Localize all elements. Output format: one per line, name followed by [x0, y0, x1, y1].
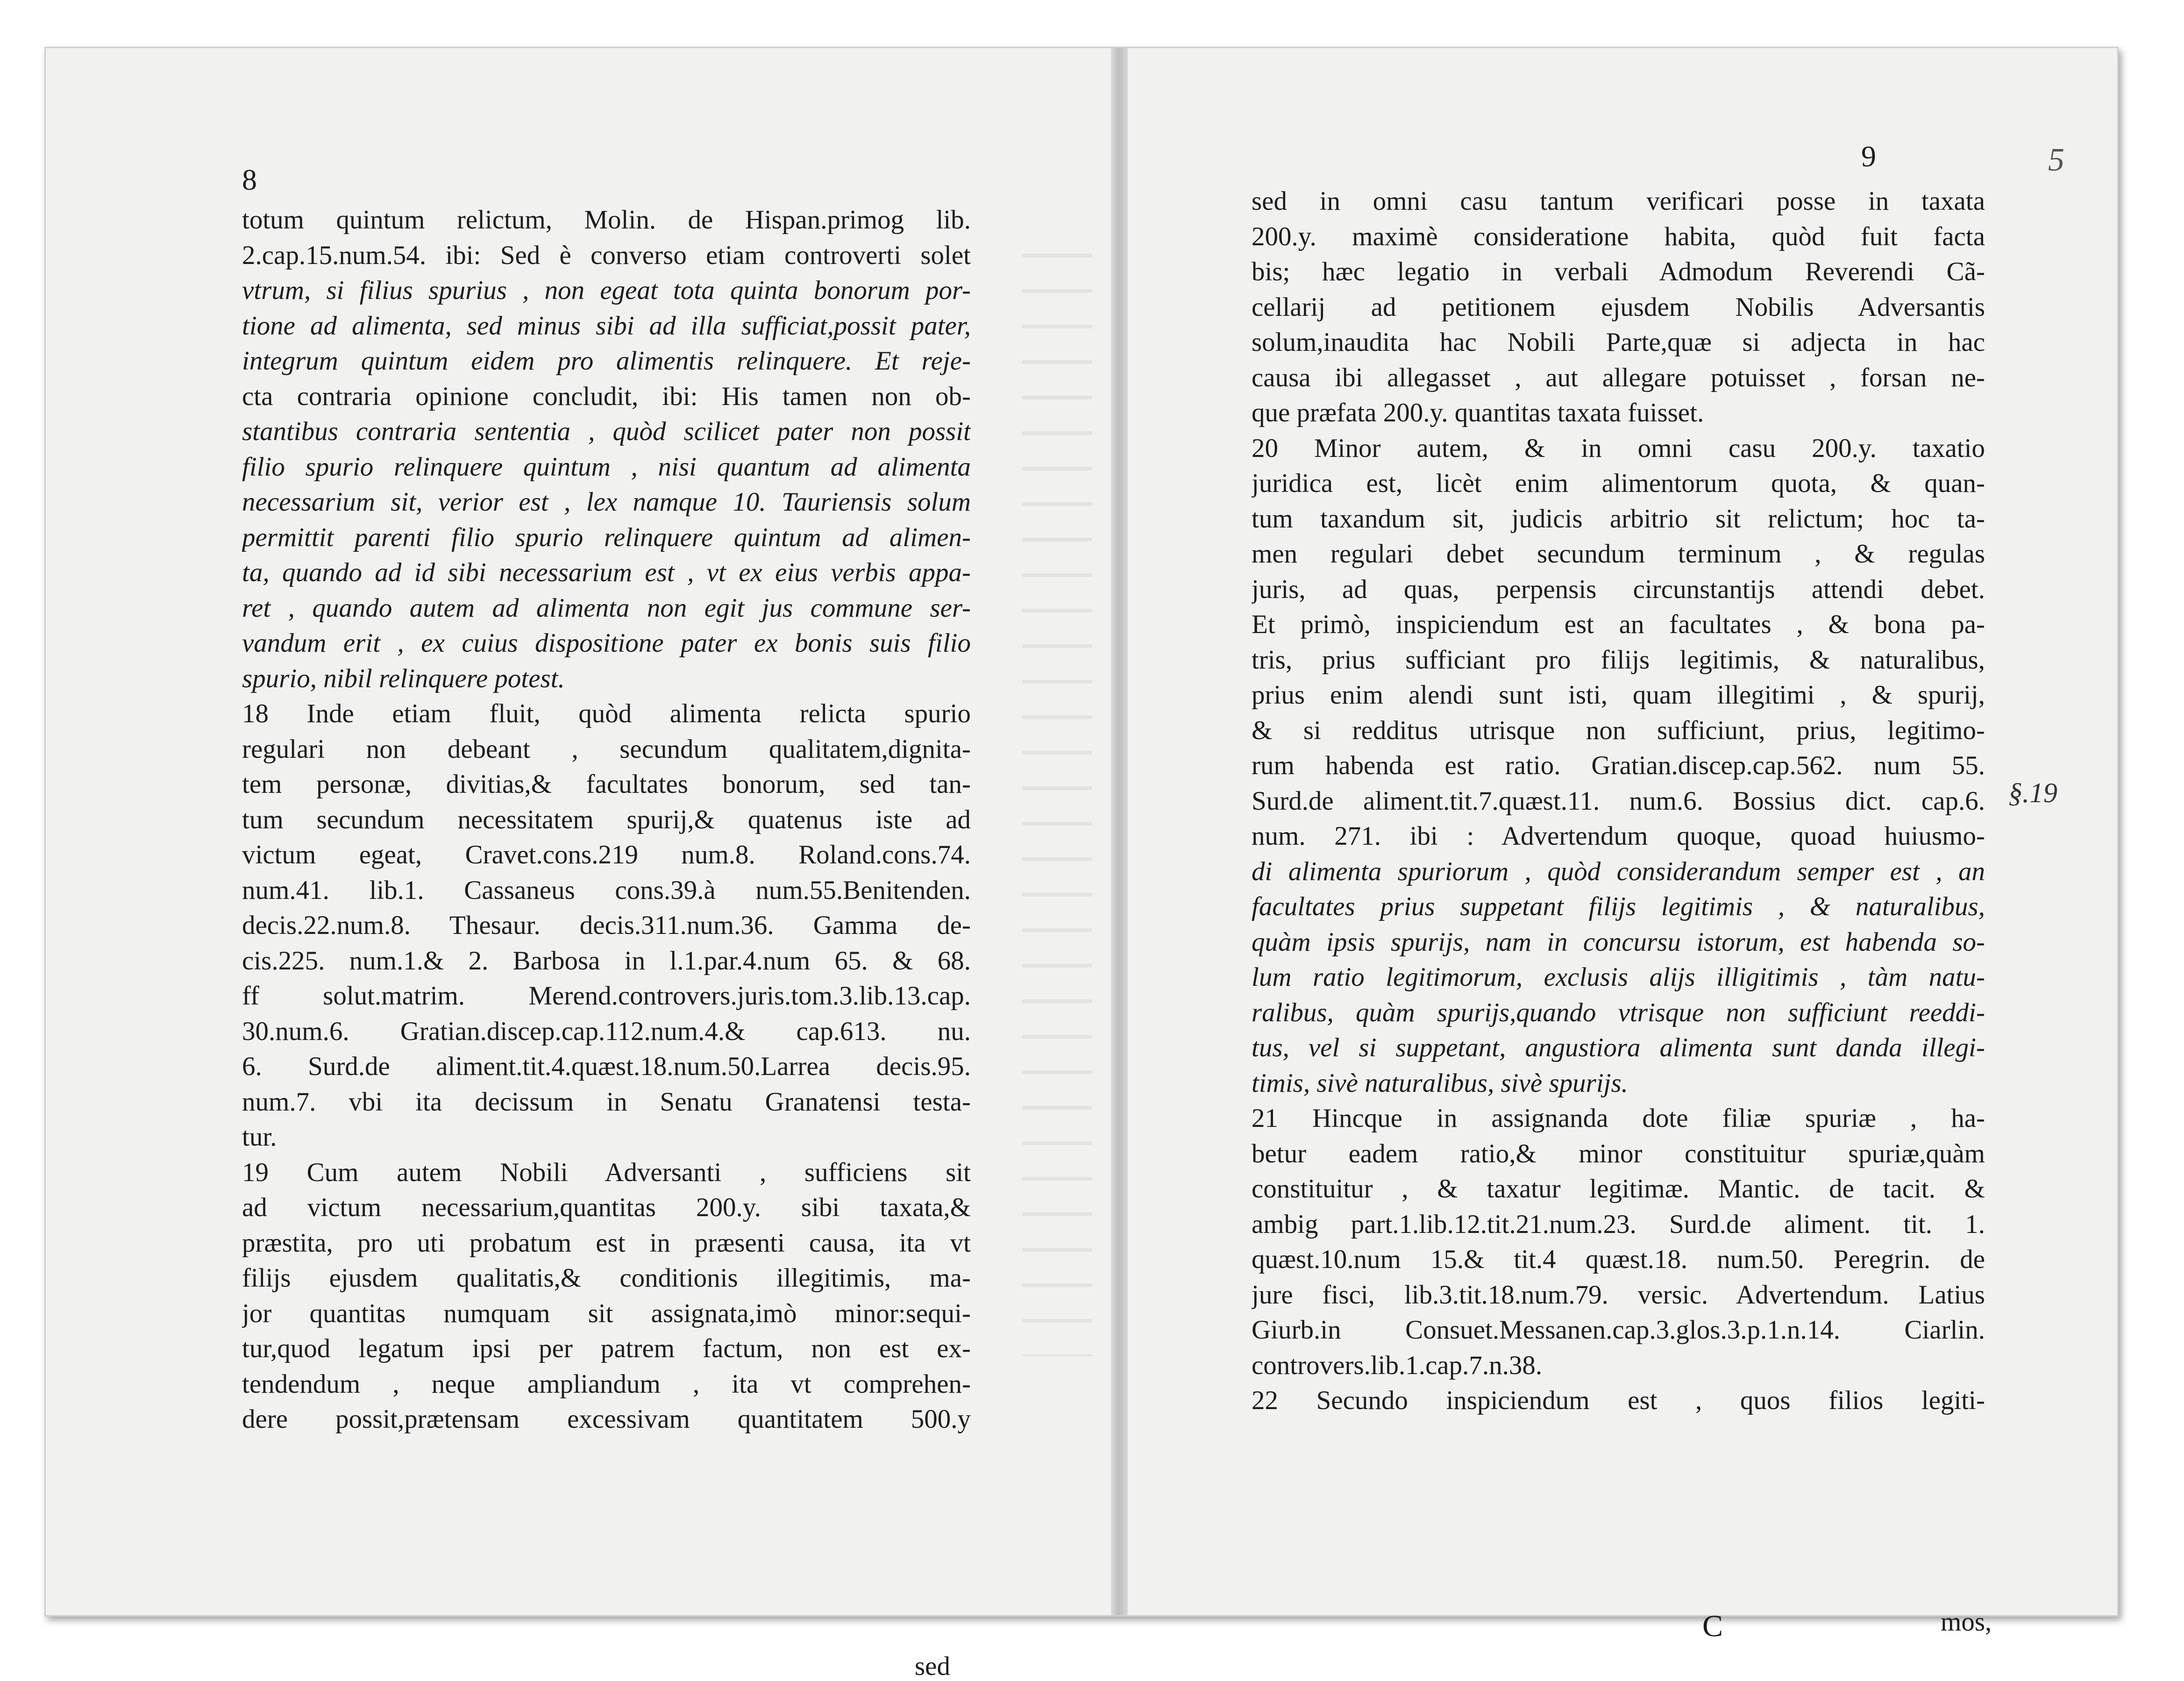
text-line: tem personæ, divitias,& facultates bonorum, sed tan- [242, 769, 971, 799]
text-line: 21 Hincque in assignanda dote filiæ spuriæ , ha- [1252, 1104, 1985, 1133]
text-line: Giurb.in Consuet.Messanen.cap.3.glos.3.p.1.n.14. Ciarlin. [1252, 1315, 1985, 1345]
text-line: men regulari debet secundum terminum , & regulas [1252, 539, 1985, 569]
text-line: di alimenta spuriorum , quòd considerandum semper est , an [1252, 856, 1985, 886]
text-line: ambig part.1.lib.12.tit.21.num.23. Surd.de aliment. tit. 1. [1252, 1209, 1985, 1239]
text-line: 19 Cum autem Nobili Adversanti , sufficiens sit [242, 1157, 971, 1187]
text-line: permittit parenti filio spurio relinquere quintum ad alimen- [242, 522, 971, 552]
text-line: & si redditus utrisque non sufficiunt, prius, legitimo- [1252, 715, 1985, 745]
text-line: 18 Inde etiam fluit, quòd alimenta relicta spurio [242, 699, 971, 728]
right-page [1128, 48, 2120, 1643]
text-line: tum taxandum sit, judicis arbitrio sit relictum; hoc ta- [1252, 504, 1985, 534]
text-line: facultates prius suppetant filijs legitimis , & naturalibus, [1252, 892, 1985, 921]
text-line: jor quantitas numquam sit assignata,imò minor:sequi- [242, 1298, 971, 1328]
text-line: rum habenda est ratio. Gratian.discep.cap.562. num 55. [1252, 751, 1985, 780]
text-line: tur. [242, 1122, 277, 1152]
text-line: juris, ad quas, perpensis circunstantijs attendi debet. [1252, 574, 1985, 604]
text-line: num. 271. ibi : Advertendum quoque, quoad huiusmo- [1252, 821, 1985, 851]
text-line: filio spurio relinquere quintum , nisi quantum ad alimenta [242, 452, 971, 482]
text-line: 30.num.6. Gratian.discep.cap.112.num.4.& cap.613. nu. [242, 1016, 971, 1046]
text-line: ralibus, quàm spurijs,quando vtrisque non sufficiunt reeddi- [1252, 997, 1985, 1027]
text-line: tur,quod legatum ipsi per patrem factum, non est ex- [242, 1334, 971, 1363]
text-line: 20 Minor autem, & in omni casu 200.y. taxatio [1252, 433, 1985, 463]
text-line: num.41. lib.1. Cassaneus cons.39.à num.55.Benitenden. [242, 875, 971, 905]
text-line: prius enim alendi sunt isti, quam illegitimi , & spurij, [1252, 680, 1985, 710]
text-line: sed in omni casu tantum verificari posse in taxata [1252, 186, 1985, 216]
text-line: stantibus contraria sententia , quòd scilicet pater non possit [242, 417, 971, 446]
right-catchword: mos, [1941, 1607, 1992, 1637]
text-line: vtrum, si filius spurius , non egeat tota quinta bonorum por- [242, 276, 971, 305]
text-line: victum egeat, Cravet.cons.219 num.8. Roland.cons.74. [242, 840, 971, 869]
text-line: filijs ejusdem qualitatis,& conditionis illegitimis, ma- [242, 1263, 971, 1293]
text-line: ad victum necessarium,quantitas 200.y. sibi taxata,& [242, 1193, 971, 1222]
text-line: cellarij ad petitionem ejusdem Nobilis Adversantis [1252, 292, 1985, 322]
text-line: betur eadem ratio,& minor constituitur spuriæ,quàm [1252, 1139, 1985, 1168]
text-line: spurio, nibil relinquere potest. [242, 663, 565, 693]
text-line: ta, quando ad id sibi necessarium est , vt ex eius verbis appa- [242, 558, 971, 587]
text-line: constituitur , & taxatur legitimæ. Mantic. de tacit. & [1252, 1174, 1985, 1204]
text-line: totum quintum relictum, Molin. de Hispan.primog lib. [242, 205, 971, 235]
text-line: tione ad alimenta, sed minus sibi ad illa sufficiat,possit pater, [242, 311, 971, 341]
text-line: ret , quando autem ad alimenta non egit jus commune ser- [242, 593, 971, 623]
left-page [46, 48, 1111, 1681]
text-line: tris, prius sufficiant pro filijs legitimis, & naturalibus, [1252, 645, 1985, 675]
text-line: 6. Surd.de aliment.tit.4.quæst.18.num.50.Larrea decis.95. [242, 1052, 971, 1081]
text-line: jure fisci, lib.3.tit.18.num.79. versic. Advertendum. Latius [1252, 1280, 1985, 1310]
text-line: causa ibi allegasset , aut allegare potuisset , forsan ne- [1252, 363, 1985, 392]
text-line: timis, sivè naturalibus, sivè spurijs. [1252, 1068, 1628, 1098]
text-line: que præfata 200.y. quantitas taxata fuisset. [1252, 398, 1704, 427]
text-line: præstita, pro uti probatum est in præsenti causa, ita vt [242, 1228, 971, 1258]
text-line: integrum quintum eidem pro alimentis relinquere. Et reje- [242, 346, 971, 376]
text-line: decis.22.num.8. Thesaur. decis.311.num.36. Gamma de- [242, 911, 971, 940]
text-line: 22 Secundo inspiciendum est , quos filios legiti- [1252, 1386, 1985, 1415]
text-line: cta contraria opinione concludit, ibi: His tamen non ob- [242, 381, 971, 411]
text-line: Surd.de aliment.tit.7.quæst.11. num.6. Bossius dict. cap.6. [1252, 786, 1985, 816]
text-line: cis.225. num.1.& 2. Barbosa in l.1.par.4.num 65. & 68. [242, 946, 971, 976]
text-line: dere possit,prætensam excessivam quantitatem 500.y [242, 1404, 971, 1434]
signature-mark: C [1702, 1609, 1723, 1643]
text-line: quàm ipsis spurijs, nam in concursu istorum, est habenda so- [1252, 927, 1985, 957]
folio-mark: 5 [2048, 142, 2064, 178]
left-page-number: 8 [242, 163, 257, 196]
book-gutter [1111, 48, 1128, 1615]
text-line: Et primò, inspiciendum est an facultates , & bona pa- [1252, 610, 1985, 639]
left-text-block [242, 202, 971, 1437]
text-line: juridica est, licèt enim alimentorum quota, & quan- [1252, 469, 1985, 498]
text-line: controvers.lib.1.cap.7.n.38. [1252, 1350, 1543, 1380]
text-line: quæst.10.num 15.& tit.4 quæst.18. num.50. Peregrin. de [1252, 1245, 1985, 1274]
text-line: necessarium sit, verior est , lex namque 10. Tauriensis solum [242, 487, 971, 517]
text-line: solum,inaudita hac Nobili Parte,quæ si adjecta in hac [1252, 328, 1985, 357]
text-line: lum ratio legitimorum, exclusis alijs illigitimis , tàm natu- [1252, 962, 1985, 992]
text-line: regulari non debeant , secundum qualitatem,dignita- [242, 734, 971, 764]
text-line: ff solut.matrim. Merend.controvers.juris.tom.3.lib.13.cap. [242, 981, 971, 1011]
text-line: tus, vel si suppetant, angustiora alimenta sunt danda illegi- [1252, 1033, 1985, 1062]
left-catchword: sed [915, 1652, 950, 1681]
text-line: num.7. vbi ita decissum in Senatu Granatensi testa- [242, 1087, 971, 1117]
text-line: vandum erit , ex cuius dispositione pater ex bonis suis filio [242, 628, 971, 658]
bleed-through-texture [1022, 235, 1092, 1356]
right-text-block [1252, 184, 1985, 1418]
book-spread [44, 47, 2119, 1681]
margin-note: §.19 [2008, 777, 2057, 808]
text-line: tum secundum necessitatem spurij,& quatenus iste ad [242, 805, 971, 834]
text-line: 2.cap.15.num.54. ibi: Sed è converso etiam controverti solet [242, 240, 971, 270]
right-page-number: 9 [1861, 140, 1876, 173]
text-line: bis; hæc legatio in verbali Admodum Reverendi Cã- [1252, 257, 1985, 286]
text-line: tendendum , neque ampliandum , ita vt comprehen- [242, 1369, 971, 1399]
text-line: 200.y. maximè consideratione habita, quòd fuit facta [1252, 221, 1985, 251]
